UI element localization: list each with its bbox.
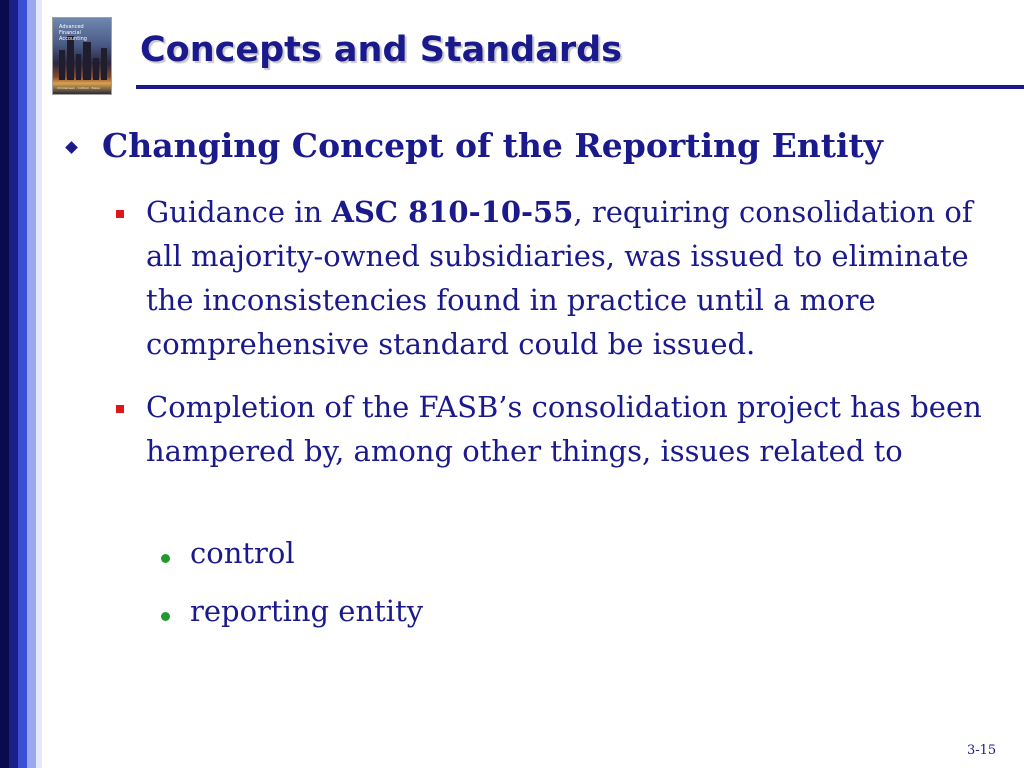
bullet-guidance xyxy=(146,190,991,366)
book-cover-image xyxy=(52,17,112,95)
square-bullet-icon xyxy=(116,405,124,413)
slide-number: 3-15 xyxy=(967,743,997,758)
cover-building xyxy=(76,54,81,80)
slide-title: Concepts and Standards xyxy=(140,30,623,70)
side-stripe xyxy=(9,0,18,768)
asc-reference: ASC 810-10-55 xyxy=(331,195,574,229)
main-heading: Changing Concept of the Reporting Entity xyxy=(102,126,883,165)
bullet-fasb-project: Completion of the FASB’s consolidation project has been hampered by, among other things, issues related to xyxy=(146,390,982,468)
side-stripe xyxy=(18,0,27,768)
cover-building xyxy=(67,36,74,80)
subbullet-item: reporting entity xyxy=(190,594,424,628)
cover-title: Advanced Financial Accounting xyxy=(59,24,87,42)
cover-building xyxy=(59,50,65,80)
square-bullet-icon xyxy=(116,210,124,218)
subbullet-item: control xyxy=(190,536,295,570)
bullet-guidance-suffix: , requiring consolidation of all majority-owned subsidiaries, was issued to eliminate the inconsistencies found in practice until a more comprehensive standard could be issued. xyxy=(146,195,973,361)
side-stripe xyxy=(36,0,42,768)
cover-building xyxy=(101,48,107,80)
title-underline xyxy=(136,85,1024,89)
bullet-guidance-prefix: Guidance in xyxy=(146,195,332,229)
round-bullet-icon xyxy=(161,554,170,563)
cover-authors: Christensen · Cottrell · Baker xyxy=(57,86,101,90)
diamond-bullet-icon xyxy=(65,141,78,154)
cover-building xyxy=(83,42,91,80)
side-stripe xyxy=(0,0,9,768)
cover-building xyxy=(93,58,99,80)
side-stripe xyxy=(27,0,36,768)
round-bullet-icon xyxy=(161,612,170,621)
